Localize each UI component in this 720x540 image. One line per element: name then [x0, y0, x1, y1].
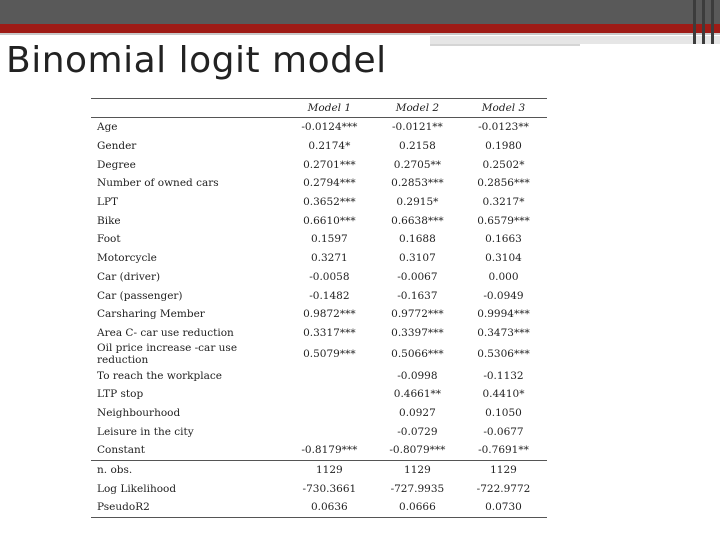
table-row: [91, 324, 547, 343]
cell-model-1: 0.9872***: [303, 308, 356, 321]
cell-model-2: -727.9935: [390, 482, 445, 495]
table-row: [91, 441, 547, 460]
cell-model-2: -0.8079***: [389, 444, 446, 457]
cell-model-2: 0.4661**: [393, 388, 442, 401]
cell-model-3: 0.9994***: [477, 308, 530, 321]
cell-model-1: 0.3652***: [303, 196, 356, 209]
cell-model-1: 1129: [316, 464, 343, 477]
cell-model-1: 0.2174*: [308, 140, 351, 153]
cell-model-1: 0.1597: [310, 233, 348, 246]
row-label: Degree: [97, 158, 136, 171]
row-label: Car (passenger): [97, 289, 183, 302]
table-row: [91, 249, 547, 268]
header-stripe: [693, 0, 696, 44]
row-label: Age: [97, 121, 118, 134]
header-accent-rule: [430, 44, 580, 46]
slide-title: Binomial logit model: [6, 40, 387, 81]
cell-model-1: 0.3271: [310, 252, 348, 265]
header-accent-bar: [430, 36, 720, 44]
cell-model-2: 0.6638***: [391, 214, 444, 227]
cell-model-1: 0.2794***: [303, 177, 356, 190]
table-row: [91, 498, 547, 517]
results-table-container: [91, 98, 547, 518]
table-row: [91, 155, 547, 174]
cell-model-2: 0.9772***: [391, 308, 444, 321]
row-label: Oil price increase -car use reduction: [97, 342, 238, 367]
cell-model-3: 0.3473***: [477, 326, 530, 339]
row-label: PseudoR2: [97, 501, 150, 514]
cell-model-1: [284, 366, 375, 385]
cell-model-1: 0.6610***: [303, 214, 356, 227]
statistics-body: [91, 460, 547, 517]
cell-model-1: [284, 385, 375, 404]
header-rule: [0, 33, 720, 35]
table-row: [91, 460, 547, 479]
header-variable: [91, 99, 284, 118]
table-row: [91, 286, 547, 305]
cell-model-2: 0.3397***: [391, 326, 444, 339]
cell-model-2: 0.2705**: [393, 158, 442, 171]
cell-model-3: 0.3104: [485, 252, 522, 265]
row-label: Area C- car use reduction: [97, 326, 234, 339]
cell-model-2: 0.2853***: [391, 177, 444, 190]
table-row: [91, 422, 547, 441]
cell-model-3: 0.2502*: [482, 158, 525, 171]
cell-model-3: 0.2856***: [477, 177, 530, 190]
cell-model-1: -0.8179***: [301, 444, 358, 457]
cell-model-2: 0.5066***: [391, 348, 444, 361]
cell-model-2: -0.0121**: [392, 121, 443, 134]
cell-model-1: [284, 404, 375, 423]
cell-model-2: 0.2915*: [396, 196, 439, 209]
cell-model-3: -722.9772: [476, 482, 531, 495]
table-row: [91, 137, 547, 156]
cell-model-3: -0.7691**: [478, 444, 529, 457]
table-row: [91, 211, 547, 230]
table-row: [91, 174, 547, 193]
header-model-3: Model 3: [481, 102, 526, 114]
table-row: [91, 230, 547, 249]
row-label: Log Likelihood: [97, 482, 177, 495]
cell-model-2: 0.1688: [399, 233, 436, 246]
cell-model-1: [284, 422, 375, 441]
cell-model-3: 1129: [490, 464, 517, 477]
row-label: Number of owned cars: [97, 177, 219, 190]
cell-model-3: 0.1663: [485, 233, 522, 246]
cell-model-1: -730.3661: [302, 482, 357, 495]
cell-model-2: -0.0729: [397, 425, 438, 438]
table-row: [91, 366, 547, 385]
cell-model-2: -0.0067: [397, 270, 438, 283]
row-label: Gender: [97, 140, 137, 153]
table-row: [91, 479, 547, 498]
cell-model-3: 0.0730: [485, 501, 522, 514]
row-label: n. obs.: [97, 464, 133, 477]
cell-model-2: 0.0666: [399, 501, 436, 514]
cell-model-3: -0.0677: [483, 425, 524, 438]
row-label: Carsharing Member: [97, 308, 205, 321]
cell-model-3: -0.1132: [483, 369, 524, 382]
header-band-dark: [0, 0, 720, 24]
results-table: [91, 98, 547, 518]
cell-model-3: 0.5306***: [477, 348, 530, 361]
cell-model-3: 0.1980: [485, 140, 522, 153]
cell-model-1: -0.0124***: [301, 121, 358, 134]
cell-model-3: -0.0123**: [478, 121, 529, 134]
cell-model-3: 0.000: [488, 270, 519, 283]
table-header-row: [91, 99, 547, 118]
cell-model-3: 0.3217*: [482, 196, 525, 209]
cell-model-1: -0.1482: [309, 289, 350, 302]
table-row: [91, 118, 547, 137]
table-row: [91, 268, 547, 287]
cell-model-1: 0.5079***: [303, 348, 356, 361]
table-row: [91, 305, 547, 324]
header-model-2: Model 2: [395, 102, 440, 114]
row-label: Leisure in the city: [97, 425, 194, 438]
row-label: Bike: [97, 214, 121, 227]
table-row: [91, 193, 547, 212]
cell-model-2: 0.3107: [399, 252, 436, 265]
cell-model-2: -0.0998: [397, 369, 438, 382]
cell-model-1: -0.0058: [309, 270, 350, 283]
row-label: LTP stop: [97, 388, 144, 401]
row-label: To reach the workplace: [97, 369, 222, 382]
cell-model-2: 0.2158: [399, 140, 436, 153]
row-label: Constant: [97, 444, 145, 457]
header-model-1: Model 1: [307, 102, 352, 114]
row-label: Motorcycle: [97, 252, 157, 265]
cell-model-3: 0.1050: [485, 406, 522, 419]
row-label: LPT: [97, 196, 119, 209]
coefficients-body: [91, 118, 547, 461]
cell-model-3: 0.4410*: [482, 388, 525, 401]
row-label: Car (driver): [97, 270, 161, 283]
cell-model-3: 0.6579***: [477, 214, 530, 227]
cell-model-2: 1129: [404, 464, 431, 477]
table-row: [91, 404, 547, 423]
cell-model-2: 0.0927: [399, 406, 436, 419]
cell-model-1: 0.3317***: [303, 326, 356, 339]
header-stripe: [711, 0, 714, 44]
cell-model-1: 0.2701***: [303, 158, 356, 171]
row-label: Neighbourhood: [97, 406, 181, 419]
header-stripe: [702, 0, 705, 44]
table-row: [91, 385, 547, 404]
cell-model-3: -0.0949: [483, 289, 524, 302]
table-row: [91, 342, 547, 366]
cell-model-1: 0.0636: [310, 501, 348, 514]
row-label: Foot: [97, 233, 121, 246]
header-band-red: [0, 24, 720, 33]
cell-model-2: -0.1637: [397, 289, 438, 302]
